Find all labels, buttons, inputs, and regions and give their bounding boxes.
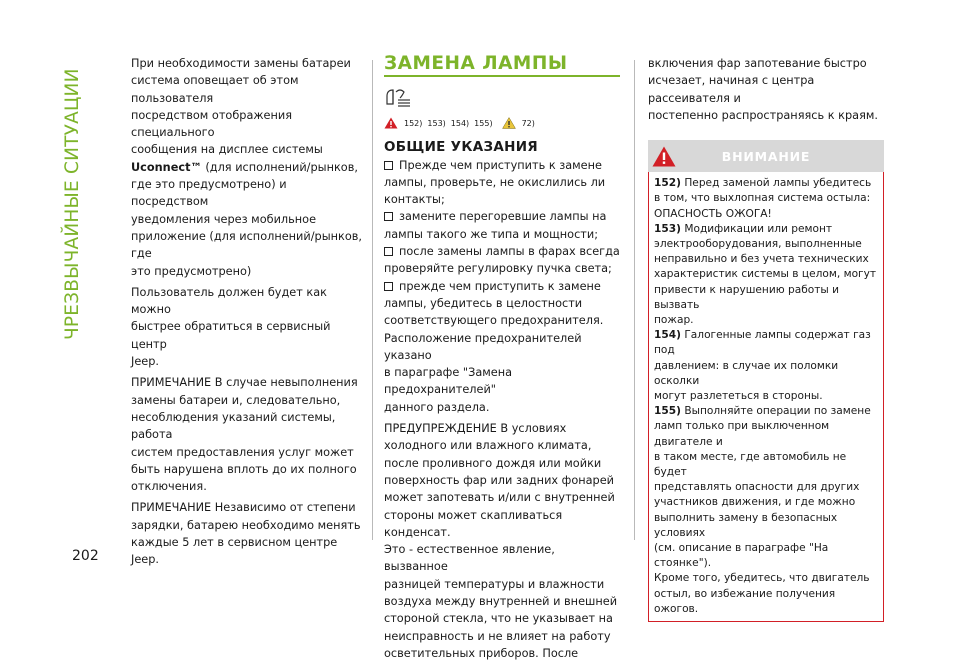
bullet-square-icon (384, 212, 393, 221)
bullet-square-icon (384, 282, 393, 291)
column-2 (384, 55, 620, 666)
warning-item: 155) Выполняйте операции по замене ламп только при выключенном двигателе и в таком месте, где автомобиль не будет представлять опасности для других участников движения, и где можно выполнить замену в безопасных условиях (см. описание в параграфе "На стоянке"). Кроме того, убедитесь, что двигатель остыл, во избежание получения ожогов. (654, 405, 871, 615)
reference-154: 154) (450, 118, 470, 128)
bullet-item: прежде чем приступить к замене лампы, убедитесь в целостности соответствующего предохранителя. (384, 279, 604, 328)
page-number: 202 (72, 548, 99, 564)
lamp-bulb-icon (384, 86, 414, 108)
fuse-paragraph: Расположение предохранителей указано в параграфе "Замена предохранителей" данного раздела. (384, 331, 582, 414)
service-paragraph: Пользователь должен будет как можно быстрее обратиться в сервисный центр Jeep. (131, 285, 331, 369)
bullet-item: Прежде чем приступить к замене лампы, проверьте, не окислились ли контакты; (384, 158, 606, 207)
note-paragraph-1: ПРИМЕЧАНИЕ В случае невыполнения замены батареи и, следовательно, несоблюдения указаний системы, работа систем предоставления услуг может быть нарушена вплоть до их полного отключения. (131, 376, 358, 494)
warning-item: 152) Перед заменой лампы убедитесь в том, что выхлопная система остыла: ОПАСНОСТЬ ОЖОГА! (654, 177, 872, 220)
column-3 (648, 55, 884, 622)
column-divider (634, 60, 635, 540)
warning-item: 154) Галогенные лампы содержат газ под давлением: в случае их поломки осколки могут разлететься в стороны. (654, 329, 871, 403)
condensation-paragraph: ПРЕДУПРЕЖДЕНИЕ В условиях холодного или влажного климата, после проливного дождя или мойки поверхность фар или задних фонарей может запотевать и/или с внутренней стороны может скапливаться конденсат. Это - естественное явление, вызванное разницей температуры и влажности воздуха между внутренней и внешней стороной стекла, что не указывает на неисправность и не влияет на работу осветительных приборов. После (384, 422, 618, 660)
brand-name: Uconnect™ (131, 160, 202, 174)
sub-heading: ОБЩИЕ УКАЗАНИЯ (384, 139, 539, 156)
column-divider (372, 60, 373, 540)
icon-row (384, 85, 620, 109)
section-title: ЧРЕЗВЫЧАЙНЫЕ СИТУАЦИИ (62, 68, 83, 340)
warning-triangle-icon (384, 117, 398, 129)
bullet-square-icon (384, 161, 393, 170)
condensation-continued: включения фар запотевание быстро исчезает, начиная с центра рассеивателя и постепенно распространяясь к краям. (648, 57, 878, 122)
reference-row (384, 115, 620, 131)
bullet-item: замените перегоревшие лампы на лампы такого же типа и мощности; (384, 210, 607, 241)
warning-item: 153) Модификации или ремонт электрооборудования, выполненные неправильно и без учета технических характеристик системы в целом, могут привести к нарушению работы и вызвать пожар. (654, 222, 877, 327)
reference-155: 155) (474, 118, 493, 128)
note-paragraph-2: ПРИМЕЧАНИЕ Независимо от степени зарядки, батарею необходимо менять каждые 5 лет в сервисном центре Jeep. (131, 501, 361, 567)
reference-72: 72) (521, 118, 535, 128)
warning-triangle-icon (652, 146, 676, 167)
section-heading: ЗАМЕНА ЛАМПЫ (384, 53, 568, 74)
battery-paragraph: При необходимости замены батареи система оповещает об этом пользователя посредством отображения специального сообщения на дисплее системы Uconnect™ (для исполнений/рынков, где это предусмотрено) и посредством уведомления через мобильное приложение (для исполнений/рынков, где это предусмотрено) (131, 57, 362, 278)
reference-152: 152) (404, 118, 423, 128)
warning-title: ВНИМАНИЕ (721, 148, 811, 164)
warning-header (648, 140, 884, 172)
caution-triangle-icon (502, 117, 516, 129)
bullet-item: после замены лампы в фарах всегда проверяйте регулировку пучка света; (384, 245, 620, 276)
bullet-square-icon (384, 247, 393, 256)
warning-box (648, 172, 884, 622)
column-1 (131, 55, 363, 573)
heading-rule (384, 75, 620, 77)
reference-153: 153) (427, 118, 446, 128)
